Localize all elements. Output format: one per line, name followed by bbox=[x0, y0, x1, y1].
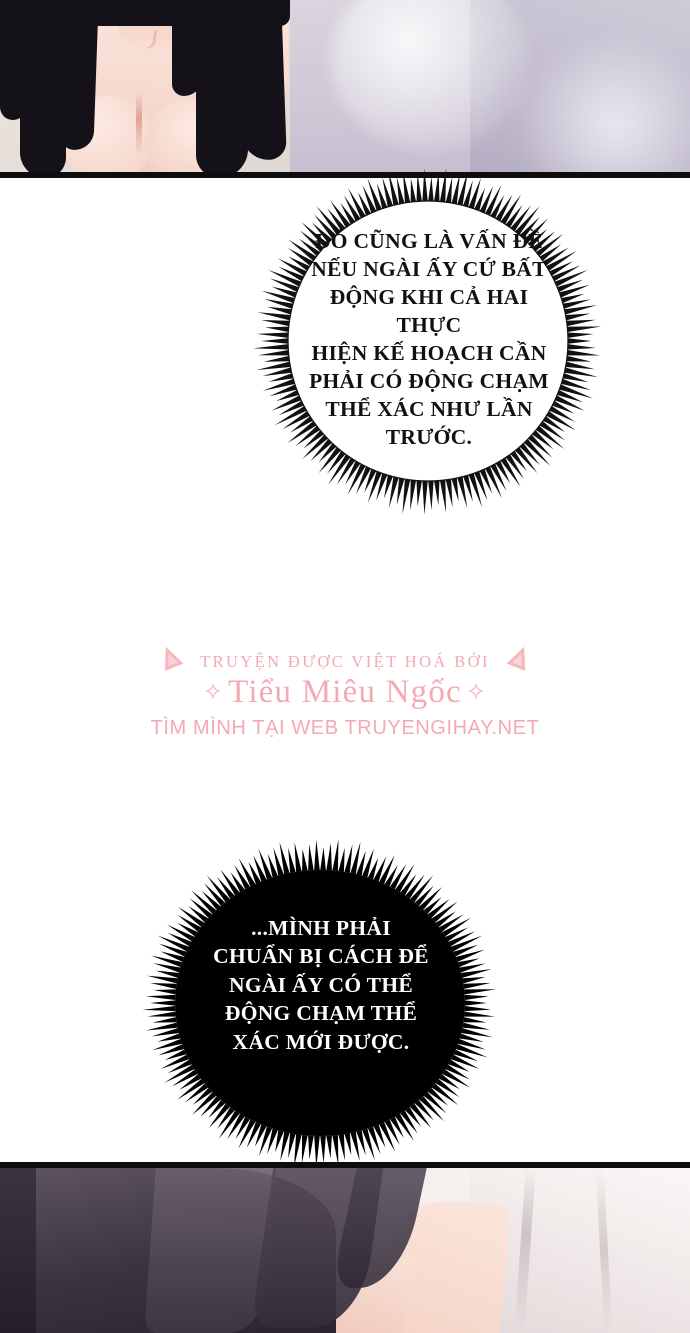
bubble-spike bbox=[567, 350, 600, 355]
bubble-spike bbox=[258, 350, 288, 355]
bubble-text-line: ĐỘNG KHI CẢ HAI THỰC bbox=[329, 284, 529, 337]
bubble-spike bbox=[308, 1136, 314, 1160]
bubble-spike bbox=[397, 478, 405, 505]
bubble-spike bbox=[326, 1136, 332, 1159]
bubble-spike bbox=[446, 479, 453, 507]
bubble-spike bbox=[434, 172, 439, 201]
bubble-text-line: NGÀI ẤY CÓ THỂ bbox=[229, 972, 413, 997]
thought-bubble-upper bbox=[253, 166, 603, 516]
bubble-spike bbox=[258, 312, 291, 320]
bubble-spike bbox=[302, 849, 308, 871]
bubble-spike bbox=[417, 481, 422, 507]
bubble-spike bbox=[568, 344, 596, 349]
bubble-spike bbox=[428, 481, 433, 510]
bubble-spike bbox=[295, 842, 302, 871]
character-hair-strand-right-outer bbox=[237, 0, 287, 161]
bubble-text-line: NẾU NGÀI ẤY CỨ BẤT bbox=[311, 256, 547, 281]
bubble-spike bbox=[462, 977, 485, 983]
bubble-spike bbox=[261, 338, 288, 343]
bubble-spike bbox=[314, 840, 320, 871]
bubble-spike bbox=[402, 479, 410, 514]
bubble-text-line: THỂ XÁC NHƯ LẦN bbox=[325, 396, 533, 421]
bubble-spike bbox=[567, 356, 592, 362]
bubble-spike bbox=[440, 168, 446, 202]
character-chest-shadow bbox=[136, 92, 142, 156]
bubble-spike bbox=[257, 332, 289, 337]
bubble-spike bbox=[567, 326, 601, 332]
bubble-spike bbox=[261, 320, 289, 326]
bubble-spike bbox=[338, 1134, 345, 1160]
character-hair-strand-left-inner bbox=[59, 0, 98, 151]
bubble-spike bbox=[147, 1012, 175, 1017]
bubble-spike bbox=[146, 1023, 178, 1031]
bubble-text-line: XÁC MỚI ĐƯỢC. bbox=[232, 1029, 410, 1054]
bubble-text-line: HIỆN KẾ HOẠCH CẦN bbox=[311, 340, 547, 365]
bubble-spike bbox=[332, 1135, 338, 1166]
bubble-spike bbox=[326, 843, 332, 870]
credit-line-top bbox=[166, 652, 524, 672]
credit-group-name bbox=[0, 674, 690, 711]
bubble-spike bbox=[302, 1135, 308, 1163]
comic-panel-bottom bbox=[0, 1162, 690, 1333]
credit-deco-right-icon: ⟡ bbox=[467, 678, 485, 704]
bubble-spike bbox=[417, 173, 422, 201]
scanlation-credit bbox=[0, 652, 690, 740]
comic-panel-top bbox=[0, 0, 690, 178]
bubble-spike bbox=[410, 480, 416, 510]
bubble-spike bbox=[150, 1000, 175, 1005]
thought-bubble-upper-text bbox=[295, 228, 563, 452]
bubble-spike bbox=[154, 989, 176, 994]
bubble-spike bbox=[465, 995, 489, 1000]
bubble-spike bbox=[152, 1017, 176, 1023]
bubble-spike bbox=[403, 171, 410, 203]
credit-deco-left-icon: ⟡ bbox=[205, 678, 223, 704]
bubble-spike bbox=[462, 1023, 489, 1030]
bubble-spike bbox=[465, 1000, 487, 1005]
bubble-spike bbox=[452, 478, 459, 502]
bubble-spike bbox=[150, 983, 176, 989]
bubble-spike bbox=[422, 481, 427, 515]
bubble-spike bbox=[434, 481, 439, 506]
bubble-spike bbox=[332, 839, 338, 871]
bubble-spike bbox=[464, 989, 496, 994]
credit-website: TÌM MÌNH TẠI WEB TRUYENGIHAY.NET bbox=[150, 717, 540, 739]
bubble-spike bbox=[320, 1136, 326, 1163]
bubble-spike bbox=[338, 848, 344, 872]
bubble-spike bbox=[397, 177, 405, 204]
bubble-text-line: CHUẨN BỊ CÁCH ĐỂ bbox=[213, 944, 429, 969]
bubble-spike bbox=[308, 844, 314, 870]
bubble-spike bbox=[464, 1012, 495, 1017]
bubble-spike bbox=[253, 344, 288, 349]
bubble-spike bbox=[320, 847, 326, 870]
bubble-spike bbox=[344, 845, 352, 873]
bubble-spike bbox=[411, 178, 416, 202]
bubble-text-line: ĐỘNG CHẠM THỂ bbox=[224, 1001, 418, 1026]
bubble-spike bbox=[428, 176, 433, 201]
bubble-spike bbox=[566, 314, 591, 321]
bubble-spike bbox=[422, 168, 427, 201]
bubble-spike bbox=[465, 1006, 491, 1011]
credit-line-top-text: TRUYỆN ĐƯỢC VIỆT HOÁ BỞI bbox=[200, 652, 490, 671]
bubble-spike bbox=[146, 995, 175, 1000]
credit-group-name-text: Tiểu Miêu Ngốc bbox=[228, 674, 462, 710]
thought-bubble-lower bbox=[140, 838, 500, 1168]
bubble-spike bbox=[147, 976, 178, 984]
bubble-text-line: PHẢI CÓ ĐỘNG CHẠM bbox=[309, 368, 549, 393]
bubble-spike bbox=[265, 327, 289, 332]
bubble-spike bbox=[288, 848, 295, 873]
bubble-text-line: ...MÌNH PHẢI bbox=[251, 916, 391, 940]
bubble-spike bbox=[452, 174, 460, 204]
bubble-spike bbox=[446, 177, 452, 203]
character-hair-strand-left bbox=[20, 0, 66, 178]
bubble-spike bbox=[440, 480, 446, 513]
bubble-spike bbox=[567, 320, 596, 326]
bubble-spike bbox=[344, 1133, 351, 1155]
bubble-spike bbox=[288, 1133, 295, 1158]
thought-bubble-lower-text bbox=[192, 914, 450, 1056]
bubble-spike bbox=[257, 362, 291, 370]
bubble-spike bbox=[463, 1017, 486, 1022]
bubble-spike bbox=[568, 338, 591, 343]
bubble-spike bbox=[264, 356, 290, 362]
bubble-text-line: ĐÓ CŨNG LÀ VẤN ĐỀ bbox=[314, 229, 544, 253]
bubble-spike bbox=[463, 983, 490, 989]
bubble-text-line: TRƯỚC. bbox=[385, 424, 473, 449]
bubble-spike bbox=[568, 332, 594, 337]
bubble-spike bbox=[566, 362, 595, 370]
bubble-spike bbox=[143, 1006, 176, 1011]
